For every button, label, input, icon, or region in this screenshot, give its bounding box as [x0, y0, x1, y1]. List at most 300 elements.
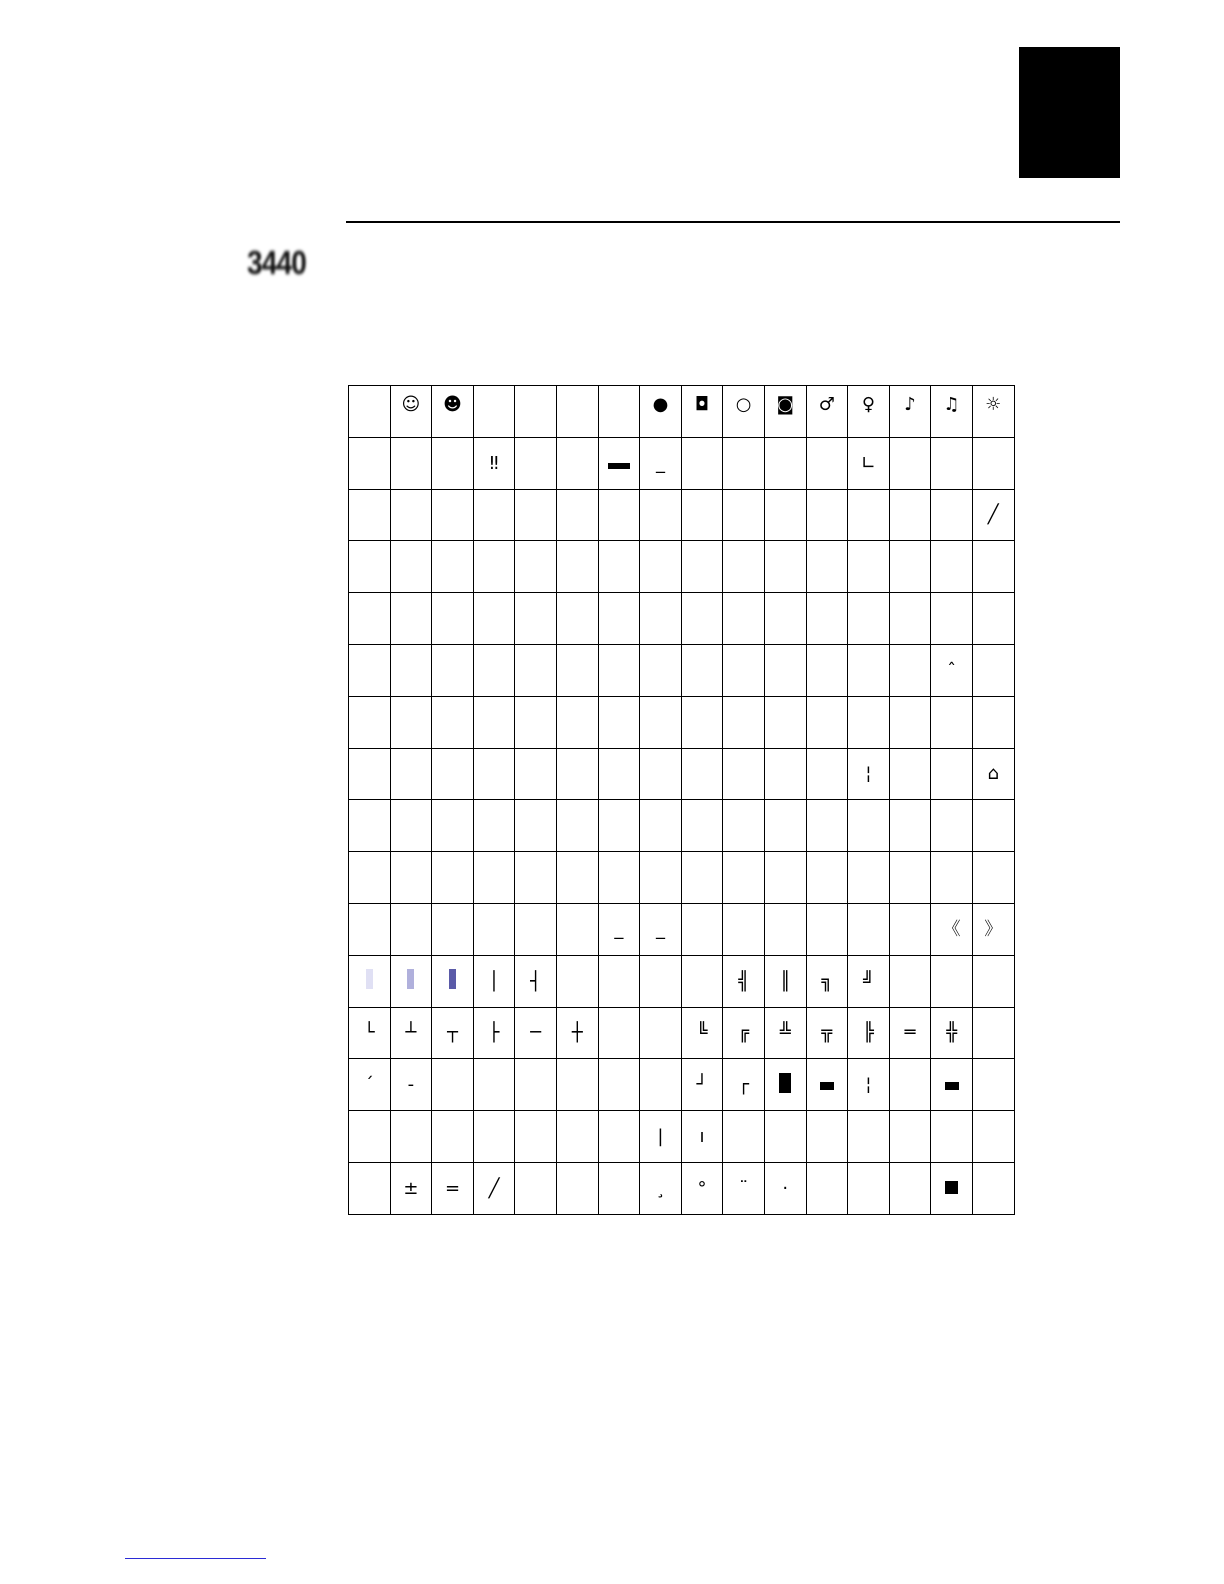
glyph-cell	[681, 541, 723, 593]
glyph-cell	[349, 386, 391, 438]
glyph-cell	[681, 1162, 723, 1214]
glyph-cell	[349, 593, 391, 645]
glyph-cell	[764, 748, 806, 800]
glyph-cell	[349, 748, 391, 800]
glyph-cell	[806, 437, 848, 489]
table-row	[349, 903, 1015, 955]
glyph-cell	[931, 1007, 973, 1059]
glyph: ╱	[987, 504, 999, 526]
glyph-cell	[972, 489, 1014, 541]
glyph-cell	[598, 903, 640, 955]
glyph	[366, 969, 373, 989]
table-row	[349, 748, 1015, 800]
glyph-cell	[806, 541, 848, 593]
glyph-cell	[390, 1162, 432, 1214]
glyph-cell	[931, 852, 973, 904]
glyph: ¦	[865, 1074, 872, 1096]
glyph-cell	[889, 800, 931, 852]
glyph: ∟	[860, 452, 876, 474]
glyph-cell	[681, 955, 723, 1007]
glyph: ˆ	[947, 659, 957, 681]
glyph: └	[363, 1022, 375, 1044]
glyph-cell	[473, 1162, 515, 1214]
glyph-cell	[723, 1059, 765, 1111]
glyph-cell	[806, 696, 848, 748]
glyph-cell	[723, 541, 765, 593]
glyph: │	[488, 970, 500, 992]
glyph-cell	[972, 1162, 1014, 1214]
glyph-cell	[764, 541, 806, 593]
glyph-cell	[598, 437, 640, 489]
glyph-cell	[473, 1007, 515, 1059]
glyph-cell	[848, 903, 890, 955]
glyph-cell	[473, 386, 515, 438]
glyph-cell	[889, 903, 931, 955]
glyph-cell	[640, 541, 682, 593]
glyph-cell	[390, 696, 432, 748]
glyph-cell	[681, 489, 723, 541]
glyph-cell	[972, 593, 1014, 645]
glyph: ☺	[401, 394, 421, 415]
glyph-cell	[723, 903, 765, 955]
glyph-cell	[598, 1111, 640, 1163]
glyph-cell	[931, 1111, 973, 1163]
glyph-cell	[972, 644, 1014, 696]
glyph: _	[655, 452, 665, 474]
glyph-cell	[848, 748, 890, 800]
glyph-cell	[640, 903, 682, 955]
glyph-cell	[515, 593, 557, 645]
glyph-cell	[432, 541, 474, 593]
glyph	[945, 1181, 958, 1194]
glyph-cell	[931, 800, 973, 852]
glyph-cell	[848, 437, 890, 489]
glyph-cell	[515, 852, 557, 904]
glyph-cell	[931, 593, 973, 645]
glyph: ╝	[863, 970, 874, 992]
glyph-cell	[432, 696, 474, 748]
glyph-cell	[556, 696, 598, 748]
glyph-cell	[889, 541, 931, 593]
glyph-cell	[390, 955, 432, 1007]
glyph-cell	[556, 489, 598, 541]
glyph-cell	[556, 903, 598, 955]
glyph-cell	[972, 955, 1014, 1007]
glyph-cell	[931, 644, 973, 696]
glyph-cell	[806, 748, 848, 800]
glyph-cell	[598, 593, 640, 645]
table-row	[349, 955, 1015, 1007]
glyph	[608, 463, 630, 469]
glyph: -	[407, 1074, 415, 1096]
glyph-cell	[681, 696, 723, 748]
glyph: ┬	[447, 1022, 458, 1044]
glyph-cell	[806, 593, 848, 645]
glyph: ¦	[865, 763, 872, 785]
glyph-cell	[349, 1162, 391, 1214]
glyph: ♫	[943, 394, 960, 415]
glyph-cell	[390, 1007, 432, 1059]
glyph: °	[697, 1177, 707, 1199]
glyph-cell	[515, 541, 557, 593]
glyph-cell	[598, 386, 640, 438]
glyph-cell	[640, 1162, 682, 1214]
glyph: ╩	[779, 1022, 791, 1044]
glyph-cell	[806, 489, 848, 541]
glyph-cell	[806, 1111, 848, 1163]
glyph-cell	[889, 1111, 931, 1163]
glyph-cell	[349, 1059, 391, 1111]
table-row	[349, 437, 1015, 489]
glyph-cell	[681, 644, 723, 696]
glyph-cell	[556, 800, 598, 852]
glyph-cell	[556, 541, 598, 593]
glyph: ı	[699, 1126, 705, 1148]
glyph-cell	[432, 1111, 474, 1163]
glyph-cell	[681, 1007, 723, 1059]
glyph-cell	[390, 852, 432, 904]
glyph	[407, 969, 414, 989]
glyph: ─	[530, 1022, 542, 1044]
table-row	[349, 644, 1015, 696]
glyph-cell	[432, 1007, 474, 1059]
glyph-cell	[556, 1111, 598, 1163]
glyph: ¨	[739, 1177, 749, 1199]
glyph-cell	[598, 489, 640, 541]
glyph: ╬	[946, 1022, 958, 1044]
glyph-cell	[640, 1059, 682, 1111]
glyph-cell	[473, 696, 515, 748]
glyph-cell	[640, 1007, 682, 1059]
glyph-cell	[723, 593, 765, 645]
glyph-cell	[640, 386, 682, 438]
glyph-cell	[681, 1111, 723, 1163]
table-row	[349, 852, 1015, 904]
glyph-cell	[556, 437, 598, 489]
glyph-cell	[723, 748, 765, 800]
glyph-cell	[556, 593, 598, 645]
glyph-cell	[806, 955, 848, 1007]
glyph: ╗	[821, 970, 833, 992]
model-number-heading: 3440	[247, 244, 307, 281]
glyph-cell	[931, 1162, 973, 1214]
glyph-cell	[972, 748, 1014, 800]
glyph-cell	[764, 437, 806, 489]
glyph-cell	[515, 644, 557, 696]
header-rule	[346, 221, 1120, 223]
glyph: ┼	[571, 1022, 583, 1044]
glyph-cell	[598, 541, 640, 593]
glyph-cell	[972, 800, 1014, 852]
glyph-cell	[556, 852, 598, 904]
glyph-cell	[972, 696, 1014, 748]
glyph: ○	[735, 394, 752, 415]
glyph-cell	[764, 386, 806, 438]
glyph: ┴	[405, 1022, 417, 1044]
glyph-cell	[515, 1162, 557, 1214]
glyph-cell	[432, 489, 474, 541]
glyph-cell	[432, 903, 474, 955]
glyph-cell	[764, 903, 806, 955]
glyph-cell	[349, 541, 391, 593]
glyph-cell	[432, 1059, 474, 1111]
glyph-cell	[432, 1162, 474, 1214]
glyph-cell	[515, 955, 557, 1007]
glyph-cell	[723, 489, 765, 541]
glyph-cell	[889, 386, 931, 438]
table-row	[349, 1162, 1015, 1214]
glyph-cell	[972, 852, 1014, 904]
glyph-cell	[848, 593, 890, 645]
glyph-cell	[889, 489, 931, 541]
glyph-cell	[848, 489, 890, 541]
glyph-cell	[640, 1111, 682, 1163]
glyph-cell	[390, 593, 432, 645]
table-row	[349, 541, 1015, 593]
glyph: ¸	[655, 1177, 665, 1199]
glyph-cell	[473, 955, 515, 1007]
glyph-cell	[556, 386, 598, 438]
glyph-cell	[889, 437, 931, 489]
glyph: ╣	[738, 970, 750, 992]
glyph-cell	[556, 1059, 598, 1111]
glyph-cell	[723, 1007, 765, 1059]
glyph-cell	[640, 800, 682, 852]
glyph-cell	[349, 1111, 391, 1163]
glyph-cell	[598, 748, 640, 800]
glyph-cell	[473, 903, 515, 955]
glyph-cell	[473, 800, 515, 852]
glyph-cell	[764, 1007, 806, 1059]
glyph-cell	[723, 852, 765, 904]
glyph-cell	[723, 1162, 765, 1214]
glyph-cell	[723, 1111, 765, 1163]
table-row	[349, 800, 1015, 852]
glyph-cell	[889, 1007, 931, 1059]
glyph-cell	[972, 1111, 1014, 1163]
glyph-cell	[806, 644, 848, 696]
table-row	[349, 593, 1015, 645]
glyph: |	[657, 1126, 664, 1148]
glyph-cell	[931, 1059, 973, 1111]
table-row	[349, 696, 1015, 748]
glyph: ♀	[861, 394, 876, 415]
glyph-cell	[764, 644, 806, 696]
table-row	[349, 489, 1015, 541]
glyph: ·	[782, 1177, 789, 1199]
glyph-cell	[723, 644, 765, 696]
glyph-cell	[806, 1162, 848, 1214]
glyph-cell	[931, 541, 973, 593]
glyph-cell	[390, 1059, 432, 1111]
glyph-cell	[432, 593, 474, 645]
glyph-cell	[390, 1111, 432, 1163]
glyph-cell	[515, 903, 557, 955]
glyph-cell	[889, 955, 931, 1007]
glyph-cell	[806, 1059, 848, 1111]
glyph: ☻	[443, 394, 462, 415]
glyph-cell	[640, 489, 682, 541]
glyph-cell	[764, 852, 806, 904]
glyph-cell	[390, 386, 432, 438]
glyph-cell	[432, 386, 474, 438]
glyph: ┤	[530, 970, 542, 992]
glyph-cell	[931, 903, 973, 955]
glyph-cell	[889, 1059, 931, 1111]
glyph: ┌	[738, 1074, 750, 1096]
glyph: ´	[364, 1074, 374, 1096]
glyph-cell	[473, 644, 515, 696]
table-row	[349, 386, 1015, 438]
glyph-cell	[764, 1162, 806, 1214]
character-set-table	[348, 385, 1015, 1215]
glyph-cell	[598, 800, 640, 852]
glyph-cell	[806, 852, 848, 904]
glyph-cell	[681, 437, 723, 489]
glyph	[945, 1082, 959, 1090]
glyph-cell	[764, 593, 806, 645]
glyph-cell	[473, 489, 515, 541]
glyph-cell	[515, 696, 557, 748]
glyph-cell	[723, 696, 765, 748]
glyph-cell	[931, 696, 973, 748]
glyph: ╦	[821, 1022, 833, 1044]
glyph: ├	[488, 1022, 500, 1044]
glyph-cell	[640, 955, 682, 1007]
table-row	[349, 1111, 1015, 1163]
glyph-cell	[390, 903, 432, 955]
glyph-cell	[848, 644, 890, 696]
glyph-cell	[764, 800, 806, 852]
glyph: 》	[984, 918, 1003, 940]
glyph-cell	[515, 1059, 557, 1111]
glyph-cell	[848, 800, 890, 852]
glyph-cell	[723, 437, 765, 489]
glyph-cell	[931, 489, 973, 541]
glyph-cell	[764, 1059, 806, 1111]
glyph-cell	[349, 437, 391, 489]
glyph-cell	[390, 800, 432, 852]
glyph-cell	[931, 386, 973, 438]
glyph: ♪	[904, 394, 916, 415]
glyph-cell	[515, 1007, 557, 1059]
glyph-cell	[515, 1111, 557, 1163]
chapter-tab-block	[1019, 47, 1120, 178]
glyph-cell	[598, 1007, 640, 1059]
glyph: ╔	[738, 1022, 750, 1044]
glyph-cell	[473, 852, 515, 904]
glyph-cell	[640, 852, 682, 904]
glyph-cell	[598, 852, 640, 904]
glyph: ┘	[696, 1074, 708, 1096]
glyph-cell	[432, 644, 474, 696]
glyph-cell	[889, 593, 931, 645]
glyph-cell	[390, 541, 432, 593]
glyph-cell	[515, 386, 557, 438]
glyph-cell	[723, 386, 765, 438]
glyph-cell	[473, 1111, 515, 1163]
glyph	[779, 1073, 791, 1093]
glyph-cell	[349, 1007, 391, 1059]
glyph-cell	[349, 903, 391, 955]
glyph-cell	[432, 852, 474, 904]
glyph-cell	[598, 696, 640, 748]
glyph-cell	[598, 1162, 640, 1214]
glyph-cell	[349, 489, 391, 541]
glyph-cell	[349, 955, 391, 1007]
glyph-cell	[556, 1007, 598, 1059]
glyph-cell	[390, 644, 432, 696]
glyph-cell	[972, 1007, 1014, 1059]
glyph-cell	[349, 644, 391, 696]
glyph-cell	[349, 800, 391, 852]
table-row	[349, 1059, 1015, 1111]
glyph-cell	[598, 1059, 640, 1111]
glyph-cell	[848, 1111, 890, 1163]
glyph-cell	[764, 955, 806, 1007]
glyph-cell	[681, 852, 723, 904]
glyph-cell	[515, 437, 557, 489]
glyph-cell	[432, 955, 474, 1007]
glyph-cell	[556, 955, 598, 1007]
table-row	[349, 1007, 1015, 1059]
glyph-cell	[723, 955, 765, 1007]
glyph: ╚	[696, 1022, 708, 1044]
glyph: ◙	[776, 394, 794, 415]
glyph: _	[655, 918, 665, 940]
glyph: ╱	[488, 1177, 500, 1199]
glyph-cell	[764, 696, 806, 748]
glyph-cell	[432, 800, 474, 852]
glyph-cell	[889, 1162, 931, 1214]
glyph-cell	[848, 955, 890, 1007]
glyph-cell	[640, 593, 682, 645]
glyph-cell	[681, 800, 723, 852]
glyph-cell	[972, 1059, 1014, 1111]
glyph-cell	[972, 541, 1014, 593]
glyph: ╠	[863, 1022, 874, 1044]
glyph-cell	[598, 644, 640, 696]
glyph-cell	[848, 1059, 890, 1111]
glyph-cell	[640, 437, 682, 489]
glyph-cell	[764, 1111, 806, 1163]
glyph-cell	[972, 437, 1014, 489]
glyph-cell	[806, 800, 848, 852]
glyph-cell	[473, 748, 515, 800]
glyph-cell	[432, 748, 474, 800]
glyph-cell	[349, 852, 391, 904]
glyph: ●	[652, 394, 669, 415]
glyph-cell	[598, 955, 640, 1007]
glyph-cell	[432, 437, 474, 489]
footer-link-rule	[125, 1558, 266, 1559]
glyph: ‼	[489, 452, 499, 474]
glyph-cell	[681, 593, 723, 645]
glyph-cell	[848, 541, 890, 593]
glyph: ±	[403, 1177, 419, 1199]
glyph: 《	[942, 918, 961, 940]
glyph-cell	[889, 696, 931, 748]
glyph-cell	[848, 1162, 890, 1214]
glyph: =	[444, 1177, 461, 1199]
glyph-cell	[349, 696, 391, 748]
glyph-cell	[473, 437, 515, 489]
glyph-cell	[681, 386, 723, 438]
glyph-cell	[889, 644, 931, 696]
glyph-cell	[515, 748, 557, 800]
glyph-cell	[640, 748, 682, 800]
glyph-cell	[848, 852, 890, 904]
